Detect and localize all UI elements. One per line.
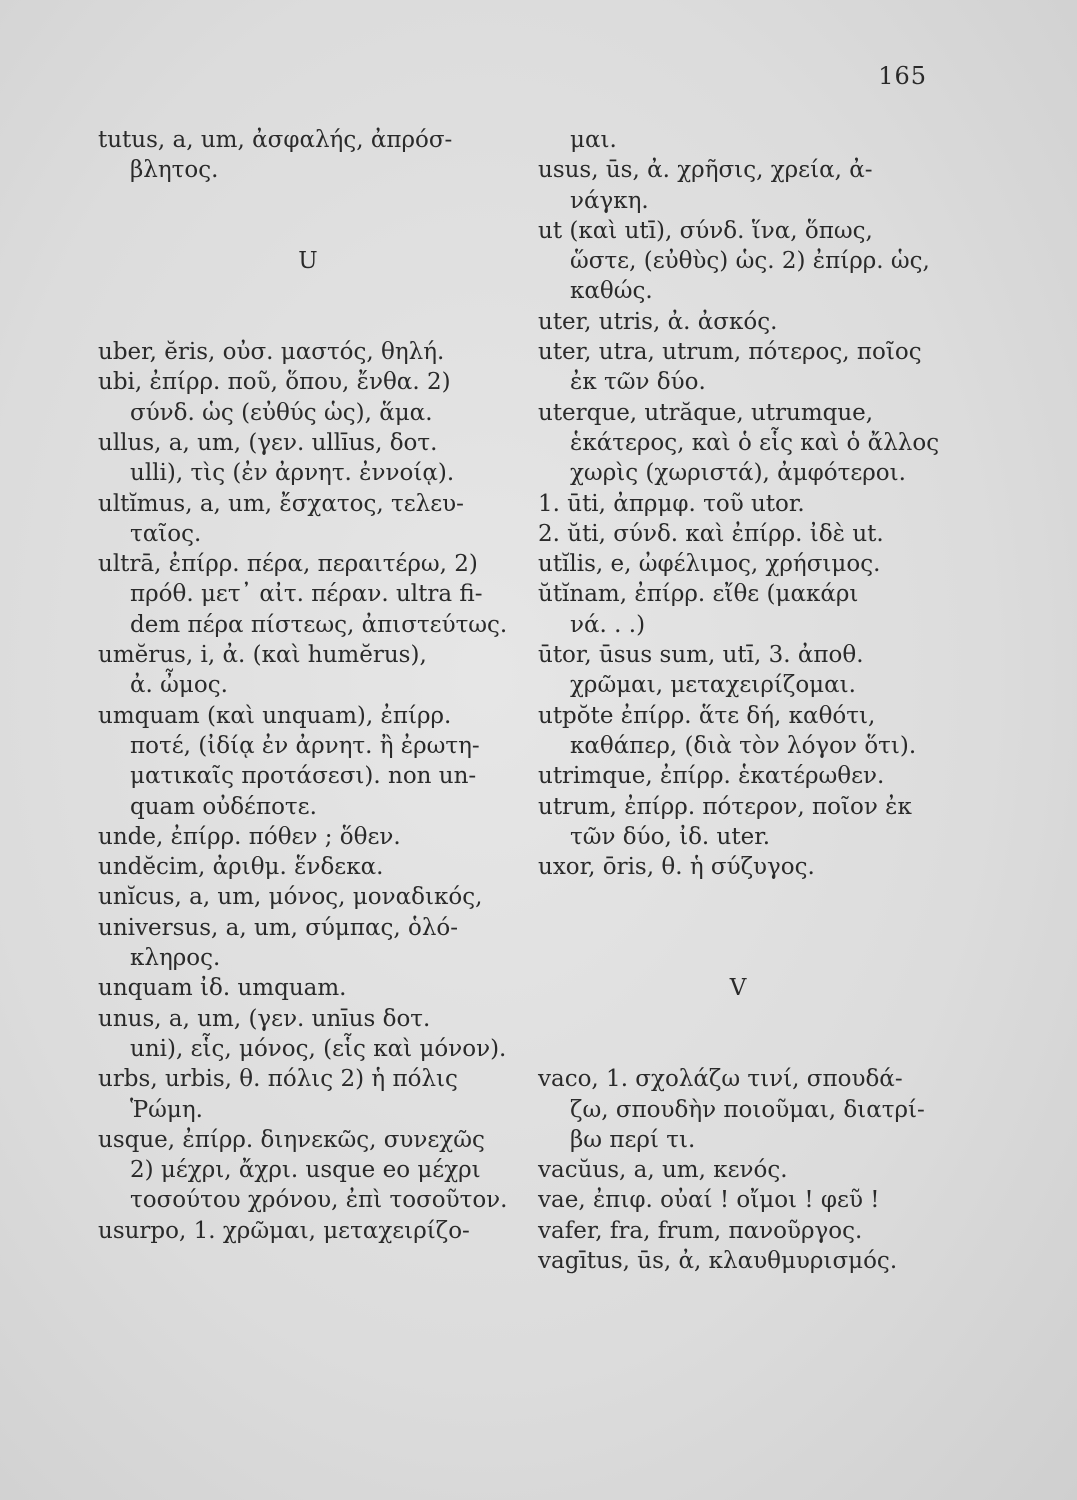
dictionary-entry: tutus, a, um, ἀσφαλής, ἀπρόσ- (98, 127, 453, 153)
entry-continuation: χρῶμαι, μεταχειρίζομαι. (570, 672, 856, 699)
dictionary-entry: utĭlis, e, ὠφέλιμος, χρήσιμος. (538, 551, 881, 578)
dictionary-entry: unde, ἐπίρρ. πόθεν ; ὅθεν. (98, 823, 401, 850)
blank-line (98, 307, 518, 337)
entry-continuation: νάγκη. (570, 187, 649, 214)
entry-continuation: ἀ. ὦμος. (130, 672, 228, 699)
blank-line (98, 216, 518, 246)
dictionary-entry: ullus, a, um, (γεν. ullīus, δοτ. (98, 429, 438, 456)
entry-continuation: 2) μέχρι, ἄχρι. usque eo μέχρι (130, 1157, 481, 1184)
dictionary-entry: unĭcus, a, um, μόνος, μοναδικός, (98, 884, 483, 911)
dictionary-entry: 2. ŭti, σύνδ. καὶ ἐπίρρ. ἰδὲ ut. (538, 520, 884, 547)
dictionary-entry: undĕcim, ἀριθμ. ἕνδεκα. (98, 854, 384, 881)
entry-continuation: βλητος. (130, 157, 219, 184)
dictionary-entry: ut (καὶ utī), σύνδ. ἵνα, ὅπως, (538, 217, 873, 244)
blank-line (538, 1004, 938, 1034)
dictionary-entry: urbs, urbis, θ. πόλις 2) ἡ πόλις (98, 1066, 458, 1093)
entry-continuation: quam οὐδέποτε. (130, 793, 317, 820)
dictionary-entry: unquam ἰδ. umquam. (98, 975, 347, 1002)
dictionary-entry: umĕrus, i, ἀ. (καὶ humĕrus), (98, 642, 427, 669)
entry-continuation: ταῖος. (130, 520, 202, 547)
entry-continuation: καθάπερ, (διὰ τὸν λόγον ὅτι). (570, 732, 917, 759)
dictionary-entry: vagītus, ūs, ἀ, κλαυθμυρισμός. (538, 1247, 898, 1274)
dictionary-entry: usurpo, 1. χρῶμαι, μεταχειρίζο- (98, 1217, 470, 1244)
entry-continuation: dem πέρα πίστεως, ἀπιστεύτως. (130, 611, 508, 638)
dictionary-entry: vaco, 1. σχολάζω τινί, σπουδά- (538, 1066, 903, 1093)
dictionary-entry: ultĭmus, a, um, ἔσχατος, τελευ- (98, 490, 464, 517)
dictionary-entry: usque, ἐπίρρ. διηνεκῶς, συνεχῶς (98, 1126, 485, 1153)
entry-continuation: τῶν δύο, ἰδ. uter. (570, 823, 771, 850)
dictionary-entry: vafer, fra, frum, πανοῦργος. (538, 1217, 863, 1244)
entry-continuation: ἑκάτερος, καὶ ὁ εἷς καὶ ὁ ἄλλος (570, 429, 940, 456)
blank-line (538, 943, 938, 973)
entry-continuation: μαι. (570, 127, 617, 153)
dictionary-entry: utpŏte ἐπίρρ. ἅτε δή, καθότι, (538, 702, 876, 729)
dictionary-entry: uter, utra, utrum, πότερος, ποῖος (538, 339, 922, 366)
blank-line (538, 882, 938, 912)
entry-continuation: ματικαῖς προτάσεσι). non un- (130, 763, 477, 790)
entry-continuation: ἐκ τῶν δύο. (570, 369, 706, 396)
dictionary-entry: ultrā, ἐπίρρ. πέρα, περαιτέρω, 2) (98, 551, 478, 578)
dictionary-entry: unus, a, um, (γεν. unīus δοτ. (98, 1005, 431, 1032)
blank-line (538, 1034, 938, 1064)
dictionary-entry: uber, ĕris, οὐσ. μαστός, θηλή. (98, 339, 445, 366)
section-heading: U (298, 248, 318, 275)
dictionary-entry: utrum, ἐπίρρ. πότερον, ποῖον ἐκ (538, 793, 912, 820)
dictionary-entry: umquam (καὶ unquam), ἐπίρρ. (98, 702, 452, 729)
entry-continuation: βω περί τι. (570, 1126, 696, 1153)
entry-continuation: πρόθ. μετ᾽ αἰτ. πέραν. ultra fi- (130, 581, 483, 608)
dictionary-entry: ubi, ἐπίρρ. ποῦ, ὅπου, ἔνθα. 2) (98, 369, 451, 396)
blank-line (98, 276, 518, 306)
entry-continuation: χωρὶς (χωριστά), ἀμφότεροι. (570, 460, 906, 487)
entry-continuation: καθώς. (570, 278, 653, 305)
dictionary-entry: ūtor, ūsus sum, utī, 3. ἀποθ. (538, 642, 864, 669)
left-column (98, 125, 518, 1246)
dictionary-entry: utrimque, ἐπίρρ. ἑκατέρωθεν. (538, 763, 885, 790)
entry-continuation: νά. . .) (570, 611, 646, 638)
dictionary-entry: vacŭus, a, um, κενός. (538, 1157, 788, 1184)
entry-continuation: ὥστε, (εὐθὺς) ὡς. 2) ἐπίρρ. ὡς, (570, 248, 930, 275)
dictionary-entry: vae, ἐπιφ. οὐαί ! οἴμοι ! φεῦ ! (538, 1187, 880, 1214)
entry-continuation: τοσούτου χρόνου, ἐπὶ τοσοῦτον. (130, 1187, 508, 1214)
dictionary-entry: universus, a, um, σύμπας, ὁλό- (98, 914, 459, 941)
entry-continuation: ζω, σπουδὴν ποιοῦμαι, διατρί- (570, 1096, 925, 1123)
dictionary-entry: 1. ūti, ἀπρμφ. τοῦ utor. (538, 490, 805, 517)
dictionary-entry: uxor, ōris, θ. ἡ σύζυγος. (538, 854, 815, 881)
entry-continuation: σύνδ. ὡς (εὐθύς ὡς), ἅμα. (130, 399, 433, 426)
section-heading: V (729, 975, 747, 1002)
entry-continuation: ulli), τὶς (ἐν ἀρνητ. ἐννοίᾳ). (130, 460, 455, 487)
page-number: 165 (878, 62, 927, 90)
entry-continuation: κληρος. (130, 945, 221, 972)
right-column (538, 125, 938, 1276)
blank-line (98, 186, 518, 216)
entry-continuation: uni), εἷς, μόνος, (εἷς καὶ μόνον). (130, 1035, 507, 1062)
dictionary-entry: uterque, utrăque, utrumque, (538, 399, 874, 426)
blank-line (538, 913, 938, 943)
entry-continuation: ποτέ, (ἰδίᾳ ἐν ἀρνητ. ἢ ἐρωτη- (130, 732, 480, 759)
dictionary-entry: usus, ūs, ἀ. χρῆσις, χρεία, ἀ- (538, 157, 873, 184)
dictionary-entry: ŭtĭnam, ἐπίρρ. εἴθε (μακάρι (538, 581, 859, 608)
dictionary-entry: uter, utris, ἀ. ἀσκός. (538, 308, 778, 335)
entry-continuation: Ῥώμη. (130, 1096, 203, 1123)
